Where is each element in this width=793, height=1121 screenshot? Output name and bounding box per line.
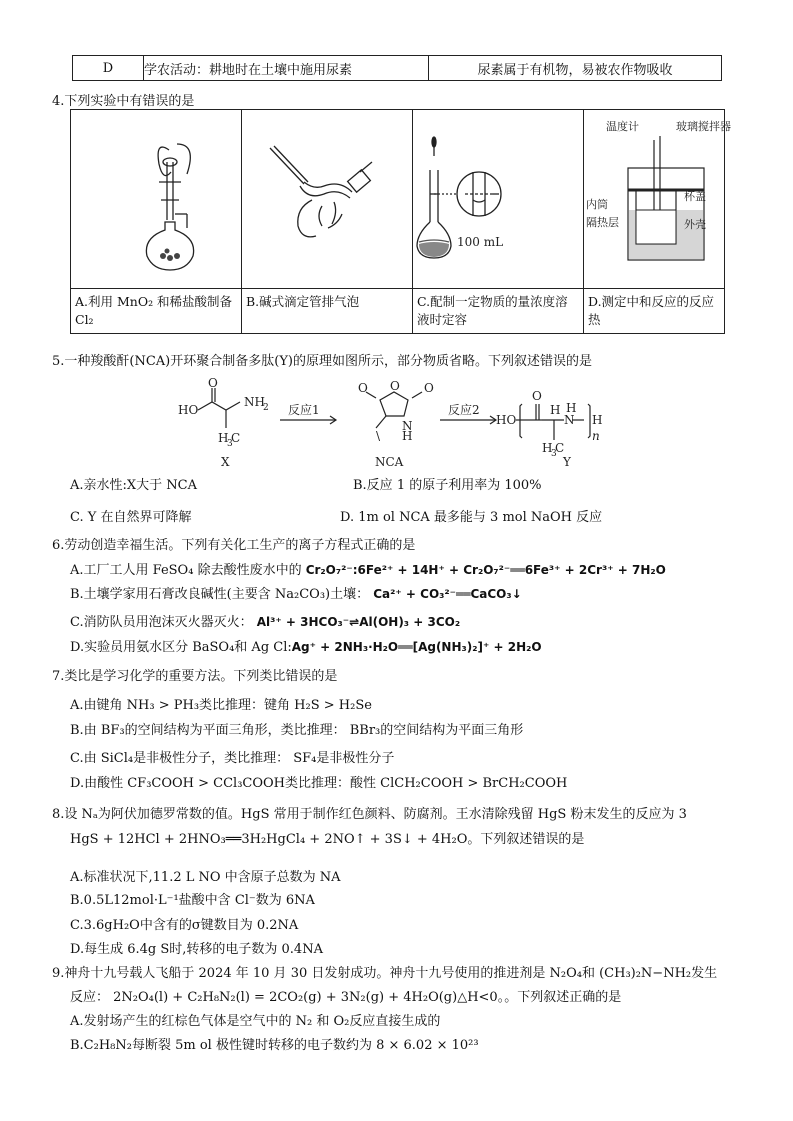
svg-text:O: O bbox=[424, 381, 434, 395]
q5-stem: 5.一种羧酸酐(NCA)开环聚合制备多肽(Y)的原理如图所示，部分物质省略。下列叙述错误的是 bbox=[52, 354, 592, 369]
calorimeter-icon bbox=[584, 110, 731, 284]
q8-option-a: A.标准状况下,11.2 L NO 中含原子总数为 NA bbox=[70, 870, 341, 885]
q5-reaction1-label: 反应1 bbox=[288, 403, 320, 417]
q7-option-d: D.由酸性 CF₃COOH > CCl₃COOH类比推理：酸性 ClCH₂COOH > BrCH₂COOH bbox=[70, 776, 568, 791]
q4-stem: 4.下列实验中有错误的是 bbox=[52, 94, 195, 109]
q6-option-d: D.实验员用氨水区分 BaSO₄和 Ag Cl:Ag⁺ + 2NH₃·H₂O══[Ag(NH₃)₂]⁺ + 2H₂O bbox=[70, 640, 542, 655]
svg-text:C: C bbox=[231, 431, 241, 445]
fig-d-label-lid: 杯盖 bbox=[684, 190, 706, 203]
q5-option-d: D. 1m ol NCA 最多能与 3 mol NaOH 反应 bbox=[340, 510, 603, 525]
q6-option-c: C.消防队员用泡沫灭火器灭火： Al³⁺ + 3HCO₃⁻⇌Al(OH)₃ + 3CO₂ bbox=[70, 615, 461, 630]
svg-text:H: H bbox=[592, 413, 603, 427]
svg-text:HO: HO bbox=[178, 403, 199, 417]
q4-option-a: A.利用 MnO₂ 和稀盐酸制备 Cl₂ bbox=[71, 289, 242, 334]
q8-stem-line1: 8.设 Nₐ为阿伏加德罗常数的值。HgS 常用于制作红色颜料、防腐剂。王水清除残留 HgS 粉末发生的反应为 3 bbox=[52, 807, 687, 822]
row-d-activity: 学农活动：耕地时在土壤中施用尿素 bbox=[144, 56, 429, 81]
q9-option-b: B.C₂H₈N₂每断裂 5m ol 极性键时转移的电子数约为 8 × 6.02 × 10²³ bbox=[70, 1038, 479, 1053]
q4-option-c: C.配制一定物质的量浓度溶液时定容 bbox=[413, 289, 584, 334]
q5-label-x: X bbox=[221, 455, 230, 469]
row-d-reason: 尿素属于有机物，易被农作物吸收 bbox=[429, 56, 722, 81]
svg-text:H: H bbox=[550, 403, 561, 417]
q8-option-c: C.3.6gH₂O中含有的σ键数目为 0.2NA bbox=[70, 918, 299, 933]
q6-stem: 6.劳动创造幸福生活。下列有关化工生产的离子方程式正确的是 bbox=[52, 538, 416, 553]
figure-b bbox=[242, 110, 413, 289]
fig-d-label-shell: 外壳 bbox=[684, 218, 706, 231]
svg-text:\: \ bbox=[376, 429, 381, 443]
svg-text:O: O bbox=[208, 376, 218, 390]
q9-stem-line2: 反应： 2N₂O₄(l) + C₂H₈N₂(l) = 2CO₂(g) + 3N₂(g) + 4H₂O(g)△H<0。。下列叙述正确的是 bbox=[70, 990, 622, 1005]
q8-option-b: B.0.5L12mol·L⁻¹盐酸中含 Cl⁻数为 6NA bbox=[70, 893, 315, 908]
q4-figure-table bbox=[70, 109, 731, 334]
q5-option-b: B.反应 1 的原子利用率为 100% bbox=[353, 478, 542, 493]
q6-option-b: B.土壤学家用石膏改良碱性(主要含 Na₂CO₃)土壤： Ca²⁺ + CO₃²⁻══CaCO₃↓ bbox=[70, 587, 522, 602]
q5-option-a: A.亲水性:X大于 NCA bbox=[70, 478, 197, 493]
svg-text:H: H bbox=[566, 401, 577, 415]
fig-d-label-stirrer: 玻璃搅拌器 bbox=[676, 120, 731, 133]
q4-option-d: D.测定中和反应的反应热 bbox=[584, 289, 725, 334]
svg-text:HO: HO bbox=[496, 413, 517, 427]
q7-option-c: C.由 SiCl₄是非极性分子，类比推理： SF₄是非极性分子 bbox=[70, 751, 395, 766]
q5-label-y: Y bbox=[563, 455, 571, 469]
svg-text:N: N bbox=[402, 419, 413, 433]
figure-a bbox=[71, 110, 242, 289]
fig-c-volume-label: 100 mL bbox=[457, 235, 504, 249]
svg-text:n: n bbox=[592, 429, 600, 443]
q8-stem-line2: HgS + 12HCl + 2HNO₃══3H₂HgCl₄ + 2NO↑ + 3S↓ + 4H₂O。下列叙述错误的是 bbox=[70, 832, 585, 847]
figure-d bbox=[584, 110, 731, 289]
svg-text:O: O bbox=[390, 379, 400, 393]
q7-option-a: A.由键角 NH₃ > PH₃类比推理：键角 H₂S > H₂Se bbox=[70, 698, 372, 713]
burette-hand-icon bbox=[242, 110, 412, 284]
figure-c bbox=[413, 110, 584, 289]
flask-apparatus-icon bbox=[71, 110, 241, 284]
svg-text:NH: NH bbox=[244, 395, 265, 409]
q9-stem-line1: 9.神舟十九号载人飞船于 2024 年 10 月 30 日发射成功。神舟十九号使用的推进剂是 N₂O₄和 (CH₃)₂N−NH₂发生 bbox=[52, 966, 718, 981]
svg-text:N: N bbox=[564, 413, 575, 427]
svg-text:3: 3 bbox=[227, 439, 233, 449]
q5-reaction-scheme bbox=[170, 378, 750, 470]
svg-text:3: 3 bbox=[551, 449, 557, 459]
svg-text:O: O bbox=[532, 389, 542, 403]
volumetric-flask-icon bbox=[413, 110, 583, 284]
q5-label-nca: NCA bbox=[375, 455, 404, 469]
q7-option-b: B.由 BF₃的空间结构为平面三角形，类比推理： BBr₃的空间结构为平面三角形 bbox=[70, 723, 524, 738]
svg-text:H: H bbox=[218, 431, 229, 445]
row-d-label: D bbox=[73, 56, 144, 81]
svg-text:C: C bbox=[555, 441, 565, 455]
svg-text:H: H bbox=[402, 429, 413, 443]
q5-reaction2-label: 反应2 bbox=[448, 403, 480, 417]
fig-d-label-inner-cylinder: 内筒 bbox=[586, 198, 608, 211]
q5-option-c: C. Y 在自然界可降解 bbox=[70, 510, 192, 525]
q4-option-b: B.碱式滴定管排气泡 bbox=[242, 289, 413, 334]
svg-text:H: H bbox=[542, 441, 553, 455]
q7-stem: 7.类比是学习化学的重要方法。下列类比错误的是 bbox=[52, 669, 338, 684]
svg-text:2: 2 bbox=[263, 403, 269, 413]
fig-d-label-insulation: 隔热层 bbox=[586, 216, 619, 229]
svg-text:O: O bbox=[358, 381, 368, 395]
q8-option-d: D.每生成 6.4g S时,转移的电子数为 0.4NA bbox=[70, 942, 323, 957]
q6-option-a: A.工厂工人用 FeSO₄ 除去酸性废水中的 Cr₂O₇²⁻:6Fe²⁺ + 14H⁺ + Cr₂O₇²⁻══6Fe³⁺ + 2Cr³⁺ + 7H₂O bbox=[70, 563, 666, 578]
fig-d-label-thermometer: 温度计 bbox=[606, 120, 639, 133]
table-row-d bbox=[72, 55, 722, 81]
q9-option-a: A.发射场产生的红棕色气体是空气中的 N₂ 和 O₂反应直接生成的 bbox=[70, 1014, 441, 1029]
